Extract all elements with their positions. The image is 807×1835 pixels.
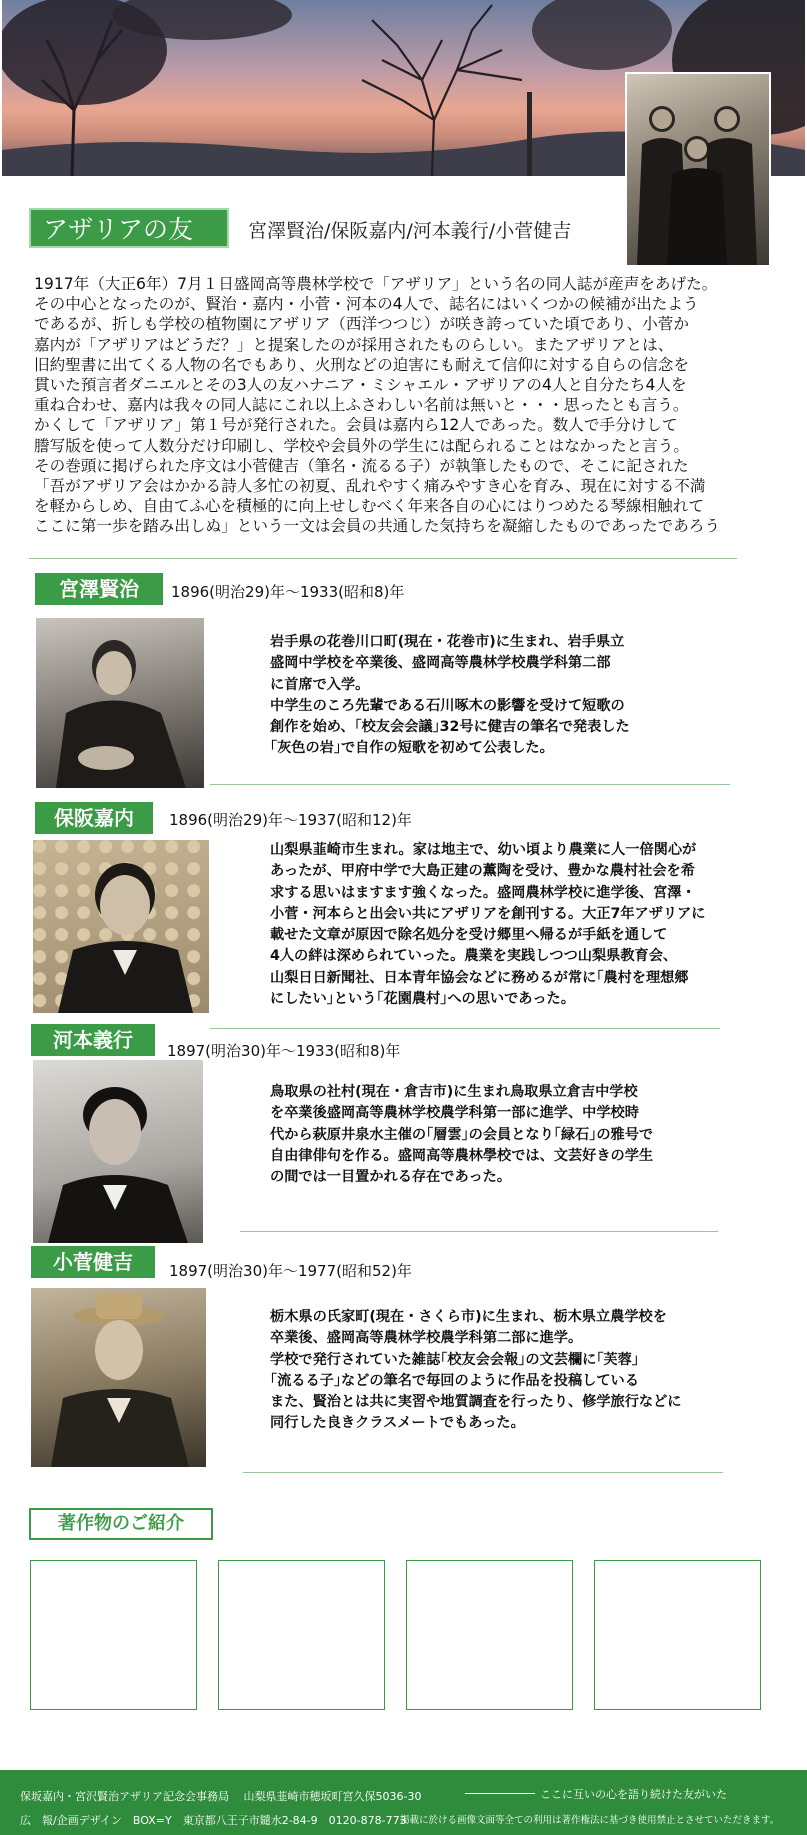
intro-line: その中心となったのが、賢治・嘉内・小菅・河本の4人で、誌名にはいくつかの候補が出たよう <box>34 295 699 314</box>
footer-office: 保坂嘉内・宮沢賢治アザリア記念会事務局 山梨県韮崎市穂坂町宮久保5036-30 <box>20 1790 422 1803</box>
work-thumbnail[interactable] <box>406 1560 573 1710</box>
work-thumbnail[interactable] <box>218 1560 385 1710</box>
footer <box>0 1770 807 1835</box>
page-title: アザリアの友 <box>29 208 229 248</box>
intro-line: ここに第一歩を踏み出しぬ」という一文は会員の共通した気持ちを凝縮したものであったであろう <box>34 517 720 536</box>
intro-line: 嘉内が「アザリアはどうだ？」と提案したのが採用されたものらしい。またアザリアとは、 <box>34 335 674 354</box>
bio-line: 栃木県の氏家町(現在・さくら市)に生まれ、栃木県立農学校を <box>270 1309 667 1325</box>
bio-line: あったが、甲府中学で大島正建の薫陶を受け、豊かな農村社会を希 <box>270 863 695 880</box>
bio-line: 自由律俳句を作る。盛岡高等農林學校では、文芸好きの学生 <box>270 1147 654 1164</box>
bio-line: また、賢治とは共に実習や地質調査を行ったり、修学旅行などに <box>270 1394 682 1411</box>
divider <box>29 558 737 559</box>
intro-line: 1917年（大正6年）7月１日盛岡高等農林学校で「アザリア」という名の同人誌が産声をあげた。 <box>34 275 718 293</box>
members-subtitle: 宮澤賢治/保阪嘉内/河本義行/小菅健吉 <box>248 220 572 242</box>
intro-line: その巻頭に掲げられた序文は小菅健吉（筆名・流るる子）が執筆したもので、そこに記された <box>34 456 689 475</box>
person-name-kawamoto: 河本義行 <box>31 1024 155 1056</box>
portrait-kosuge <box>31 1288 206 1467</box>
divider <box>210 784 730 785</box>
footer-design-credit: 広 報/企画デザイン BOX=Y 東京都八王子市鑓水2-84-9 0120-878-773 <box>20 1814 407 1827</box>
bio-line: に首席で入学。 <box>270 676 370 693</box>
person-dates: 1896(明治29)年～1937(昭和12)年 <box>169 811 412 829</box>
person-dates: 1897(明治30)年～1977(昭和52)年 <box>169 1262 412 1280</box>
divider <box>243 1472 723 1473</box>
portrait-hosaka <box>33 840 209 1013</box>
bio-kosuge <box>270 1307 681 1435</box>
work-thumbnail[interactable] <box>30 1560 197 1710</box>
bio-line: ｢灰色の岩｣で自作の短歌を初めて公表した。 <box>270 740 554 757</box>
bio-hosaka <box>270 840 706 1010</box>
bio-line: 同行した良きクラスメートでもあった。 <box>270 1415 525 1432</box>
bio-line: ｢流るる子｣などの筆名で毎回のように作品を投稿している <box>270 1372 639 1389</box>
person-name-hosaka: 保阪嘉内 <box>35 802 153 834</box>
footer-rule <box>465 1793 535 1794</box>
works-section-title: 著作物のご紹介 <box>29 1508 213 1540</box>
intro-line: かくして「アザリア」第１号が発行された。会員は嘉内ら12人であった。数人で手分けして <box>34 416 678 435</box>
group-photo-four-friends <box>625 72 771 267</box>
intro-line: であるが、折しも学校の植物園にアザリア（西洋つつじ）が咲き誇っていた頃であり、小菅か <box>34 315 689 334</box>
portrait-kawamoto <box>33 1060 203 1243</box>
bio-line: 中学生のころ先輩である石川啄木の影響を受けて短歌の <box>270 697 625 714</box>
divider <box>240 1231 718 1232</box>
bio-line: 創作を始め、｢校友会会議｣32号に健吉の筆名で発表した <box>270 719 630 736</box>
footer-slogan: ここに互いの心を語り続けた友がいた <box>540 1788 727 1801</box>
bio-line: 求する思いはますます強くなった。盛岡農林学校に進学後、宮澤・ <box>270 884 696 901</box>
bio-line: 盛岡中学校を卒業後、盛岡高等農林学校農学科第二部 <box>270 655 611 672</box>
bio-line: にしたい｣という｢花園農村｣への思いであった。 <box>270 991 575 1008</box>
bio-line: 山梨県韮崎市生まれ。家は地主で、幼い頃より農業に人一倍関心が <box>270 842 697 858</box>
intro-line: 貫いた預言者ダニエルとその3人の友ハナニア・ミシャエル・アザリアの4人と自分たち4人を <box>34 376 687 395</box>
portrait-miyazawa <box>36 618 204 788</box>
bio-line: 小菅・河本らと出会い共にアザリアを創刊する。大正7年アザリアに <box>270 905 706 922</box>
person-dates: 1896(明治29)年～1933(昭和8)年 <box>171 583 405 601</box>
bio-line: 卒業後、盛岡高等農林学校農学科第二部に進学。 <box>270 1330 583 1347</box>
bio-miyazawa <box>270 632 630 760</box>
bio-line: の間では一目置かれる存在であった。 <box>270 1169 512 1186</box>
footer-copyright: 掲載に於ける画像文面等全ての利用は著作権法に基づき使用禁止とさせていただきます。 <box>400 1815 780 1826</box>
bio-line: 学校で発行されていた雑誌｢校友会会報｣の文芸欄に｢芙蓉｣ <box>270 1351 639 1368</box>
divider <box>210 1028 720 1029</box>
bio-kawamoto <box>270 1082 653 1188</box>
work-thumbnail[interactable] <box>594 1560 761 1710</box>
bio-line: 4人の絆は深められていった。農業を実践しつつ山梨県教育会、 <box>270 948 678 965</box>
intro-line: 「吾がアザリア会はかかる詩人多忙の初夏、乱れやすく痛みやすき心を育み、現在に対する不満 <box>34 477 706 496</box>
intro-line: 重ね合わせ、嘉内は我々の同人誌にこれ以上ふさわしい名前は無いと・・・思ったとも言う。 <box>34 396 689 415</box>
bio-line: 代から萩原井泉水主催の｢層雲｣の会員となり｢緑石｣の雅号で <box>270 1126 654 1143</box>
intro-line: 旧約聖書に出てくる人物の名でもあり、火刑などの迫害にも耐えて信仰に対する自らの信念を <box>34 355 689 374</box>
person-dates: 1897(明治30)年～1933(昭和8)年 <box>167 1042 401 1060</box>
bio-line: を卒業後盛岡高等農林学校農学科第一部に進学、中学校時 <box>270 1105 639 1122</box>
bio-line: 載せた文章が原因で除名処分を受け郷里へ帰るが手紙を通して <box>270 927 668 944</box>
intro-text <box>34 274 774 537</box>
intro-line: 謄写版を使って人数分だけ印刷し、学校や会員外の学生には配られることはなかったと言う。 <box>34 436 689 455</box>
intro-line: を軽からしめ、自由てふ心を積極的に向上せしむべく年来各自の心にはりつめたる琴線相触れて <box>34 497 704 516</box>
person-name-miyazawa: 宮澤賢治 <box>35 573 163 605</box>
person-name-kosuge: 小菅健吉 <box>31 1246 155 1278</box>
bio-line: 山梨日日新聞社、日本青年協会などに務めるが常に｢農村を理想郷 <box>270 969 689 986</box>
bio-line: 岩手県の花巻川口町(現在・花巻市)に生まれ、岩手県立 <box>270 634 625 650</box>
bio-line: 鳥取県の社村(現在・倉吉市)に生まれ鳥取県立倉吉中学校 <box>270 1084 638 1100</box>
